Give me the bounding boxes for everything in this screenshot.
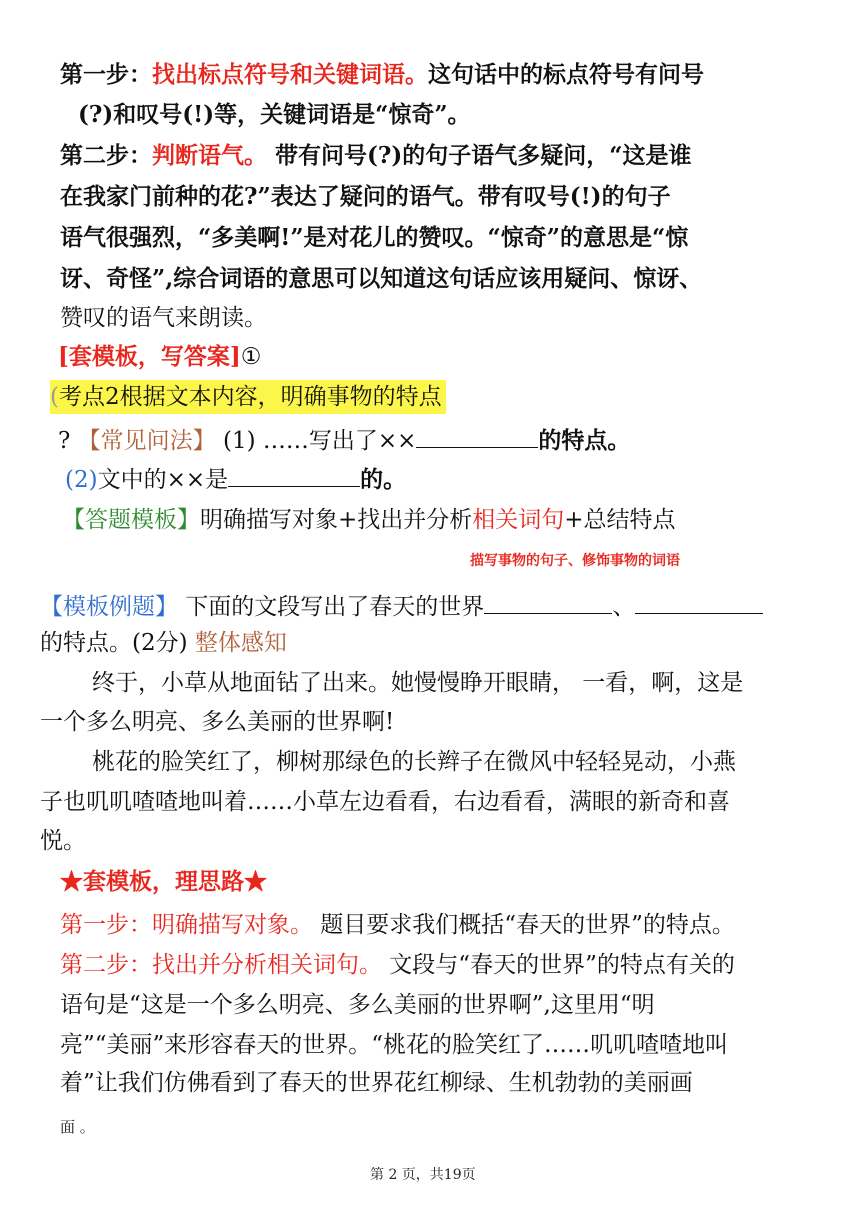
analysis-line-end (60, 1110, 95, 1142)
answer-template-line (62, 505, 676, 535)
step-two-heading: 判断语气。 (152, 142, 267, 169)
example-score: 的特点。(2分) (40, 630, 188, 656)
common-questions-tag: 【常见问法】 (77, 428, 216, 454)
step-two-line (60, 141, 691, 171)
blank-separator: 、 (612, 594, 636, 620)
kaodian-title: 考点2根据文本内容，明确事物的特点 (58, 384, 442, 410)
paragraph-line: 语气很强烈，“多美啊!”是对花儿的赞叹。“惊奇”的意思是“惊 (60, 224, 689, 251)
question-2-text: 文中的××是 (97, 467, 229, 493)
analysis-line: 语句是“这是一个多么明亮、多么美丽的世界啊”,这里用“明 (60, 992, 655, 1018)
kaodian-prefix: ( (50, 384, 59, 410)
step-two-text: 文段与“春天的世界”的特点有关的 (382, 952, 735, 978)
step-one-heading: 找出标点符号和关键词语。 (152, 61, 428, 88)
question-1-end: 的特点。 (538, 427, 631, 454)
section-heading: ★套模板，理思路★ (60, 868, 267, 895)
passage-line: 终于，小草从地面钻了出来。她慢慢睁开眼睛， 一看，啊，这是 (92, 670, 744, 696)
passage-line: 子也叽叽喳喳地叫着……小草左边看看，右边看看，满眼的新奇和喜 (40, 789, 730, 815)
template-tag: 【答题模板】 (62, 507, 200, 533)
question-2-end: 的。 (360, 466, 407, 493)
template-text-end: +总结特点 (564, 507, 676, 533)
paragraph-line: 赞叹的语气来朗读。 (60, 305, 267, 331)
example-tag: 【模板例题】 (40, 594, 178, 620)
passage-line: 一个多么明亮、多么美丽的世界啊! (40, 709, 395, 735)
step-two-text: 带有问号(?)的句子语气多疑问，“这是谁 (267, 142, 692, 169)
answer-template-heading: [套模板，写答案] (58, 343, 241, 370)
step-two-heading: 第二步：找出并分析相关词句。 (60, 952, 382, 978)
answer-blank (416, 425, 538, 448)
step-two-label: 第二步： (60, 142, 152, 169)
answer-blank (228, 464, 360, 487)
step-two-line (60, 950, 735, 980)
question-mark: ? (58, 428, 71, 454)
analysis-end-punct: 。 (75, 1118, 95, 1136)
passage-line: 桃花的脸笑红了，柳树那绿色的长辫子在微风中轻轻晃动，小燕 (92, 749, 736, 775)
template-note: 描写事物的句子、修饰事物的词语 (470, 553, 680, 569)
question-1-text: (1) ……写出了×× (215, 428, 417, 454)
template-keyword: 相关词句 (472, 507, 565, 533)
step-one-line (60, 60, 704, 90)
question-2-line (65, 464, 406, 495)
example-question: 下面的文段写出了春天的世界 (178, 594, 485, 620)
analysis-line: 亮”“美丽”来形容春天的世界。“桃花的脸笑红了……叽叽喳喳地叫 (60, 1032, 729, 1058)
question-2-number: (2) (65, 467, 98, 493)
step-one-label: 第一步： (60, 61, 152, 88)
circled-number: ① (240, 344, 262, 370)
overall-perception-label: 整体感知 (187, 630, 287, 656)
answer-blank (484, 591, 612, 614)
passage-line: 悦。 (40, 828, 86, 854)
analysis-end-char: 面 (60, 1118, 76, 1136)
page-footer: 第 2 页，共19页 (370, 1167, 476, 1183)
example-line-2 (40, 628, 287, 658)
answer-blank (635, 591, 763, 614)
step-one-heading: 第一步：明确描写对象。 (60, 912, 313, 938)
common-questions-line (58, 425, 630, 456)
step-one-text: 题目要求我们概括“春天的世界”的特点。 (313, 912, 735, 938)
analysis-line: 着”让我们仿佛看到了春天的世界花红柳绿、生机勃勃的美丽画 (60, 1070, 693, 1096)
answer-template-line (58, 342, 261, 372)
paragraph-line: 讶、奇怪”,综合词语的意思可以知道这句话应该用疑问、惊讶、 (60, 265, 703, 292)
template-text: 明确描写对象+找出并分析 (200, 507, 473, 533)
paragraph-line: 在我家门前种的花?”表达了疑问的语气。带有叹号(!)的句子 (60, 183, 671, 210)
step-one-line (60, 910, 735, 940)
example-line (40, 591, 763, 622)
step-one-line-2: (?)和叹号(!)等，关键词语是“惊奇”。 (78, 101, 471, 128)
kaodian-heading (50, 380, 446, 414)
step-one-text: 这句话中的标点符号有问号 (428, 61, 704, 88)
